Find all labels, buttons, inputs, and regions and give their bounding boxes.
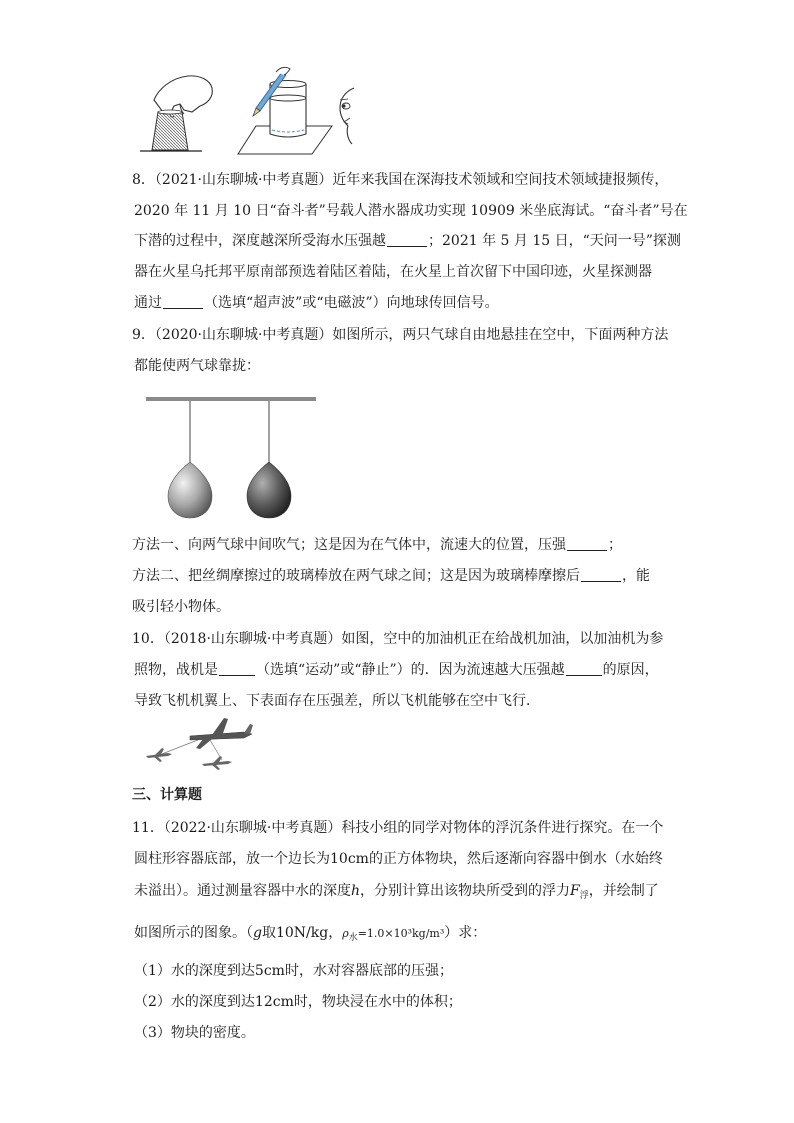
q11-side-length-value: 10cm: [330, 851, 369, 867]
q11-line-4-text-d: ）求：: [444, 925, 487, 941]
q11-part-1-text-b: 时，水对容器底部的压强；: [284, 963, 453, 979]
q11-line-1: 11．（2022·山东聊城·中考真题）科技小组的同学对物体的浮沉条件进行探究。在一个: [132, 820, 664, 836]
section-heading-calculation: 三、计算题: [132, 787, 202, 803]
q11-line-2-text-b: 的正方体物块，然后逐渐向容器中倒水（水始终: [368, 851, 663, 867]
q10-line-3: 导致飞机机翼上、下表面存在压强差，所以飞机能够在空中飞行．: [134, 693, 540, 709]
q8-line-5-text-b: （选填“超声波”或“电磁波”）向地球传回信号。: [204, 295, 499, 311]
q11-line-4-text-c: ，: [328, 925, 343, 941]
q8-line-2: 2020 年 11 月 10 日“奋斗者”号载人潜水器成功实现 10909 米坐底海试。“奋斗者”号在: [134, 203, 688, 219]
q10-line-2-text-b: （选填“运动”或“静止”）的．因为流速越大压强越: [256, 662, 565, 678]
q11-part-2: [134, 992, 674, 1012]
q11-part-3: （3）物块的密度。: [134, 1025, 255, 1041]
q8-line-5-text-a: 通过: [134, 295, 162, 311]
q11-line-2: [134, 849, 674, 869]
q11-part-1: [134, 961, 674, 981]
q8-line-3-text-a: 下潜的过程中，深度越深所受海水压强越: [134, 233, 386, 249]
q9-method-1-text-b: ；: [608, 537, 622, 553]
answer-blank: [567, 536, 607, 551]
q9-method-2-text-a: 方法二、把丝绸摩擦过的玻璃棒放在两气球之间；这是因为玻璃棒摩擦后: [132, 568, 580, 584]
hand-cup-figure: [140, 70, 220, 155]
q11-line-3-text-b: ，分别计算出该物块所受到的浮力: [360, 883, 571, 899]
q11-buoyancy-symbol: F: [570, 883, 580, 899]
answer-blank: [163, 294, 203, 309]
q11-buoyancy-subscript: 浮: [579, 891, 589, 901]
q11-rho-subscript: 水: [348, 933, 358, 943]
q11-line-3-text-c: ，并绘制了: [588, 883, 659, 899]
answer-blank: [581, 567, 621, 582]
refueling-aircraft-figure: [140, 716, 256, 774]
q11-part-1-text-a: （1）水的深度到达: [134, 963, 255, 979]
answer-blank: [566, 661, 602, 676]
q9-method-3: 吸引轻小物体。: [132, 599, 230, 615]
q11-line-2-text-a: 圆柱形容器底部，放一个边长为: [134, 851, 330, 867]
q9-line-1: 9．（2020·山东聊城·中考真题）如图所示，两只气球自由地悬挂在空中，下面两种方法: [132, 327, 669, 343]
q11-part-2-text-a: （2）水的深度到达: [134, 994, 255, 1010]
q8-line-4: 器在火星乌托邦平原南部预选着陆区着陆，在火星上首次留下中国印迹，火星探测器: [134, 264, 652, 280]
answer-blank: [387, 232, 427, 247]
q9-line-2: 都能使两气球靠拢：: [134, 358, 260, 374]
q11-line-4-text-b: 取: [261, 925, 276, 941]
q8-line-3: [134, 231, 681, 251]
q8-line-3-text-b: ；2021 年 5 月 15 日，“天问一号”探测: [428, 233, 681, 249]
q9-method-2: [132, 566, 672, 586]
q11-g-value: 10N/kg: [275, 925, 329, 941]
q10-line-1: 10．（2018·山东聊城·中考真题）如图，空中的加油机正在给战机加油，以加油机为参: [132, 631, 664, 647]
two-balloons-figure: [140, 390, 320, 525]
q10-line-2: [134, 660, 674, 680]
pencil-water-glass-figure: [236, 66, 372, 158]
q11-line-4: [134, 923, 674, 948]
q11-rho-symbol: ρ: [342, 927, 349, 940]
q9-method-2-text-b: ，能: [622, 568, 650, 584]
q8-line-5: [134, 293, 674, 313]
q11-part-2-text-b: 时，物块浸在水中的体积；: [293, 994, 462, 1010]
q11-line-3-text-a: 未溢出）。通过测量容器中水的深度: [134, 883, 351, 899]
q11-depth-symbol: h: [351, 883, 361, 899]
q10-line-2-text-a: 照物，战机是: [134, 662, 218, 678]
answer-blank: [219, 661, 255, 676]
q11-line-3: [134, 881, 674, 906]
q9-method-1-text-a: 方法一、向两气球中间吹气；这是因为在气体中，流速大的位置，压强: [132, 537, 566, 553]
q11-rho-value: =1.0×10³kg/m³: [357, 927, 445, 940]
q11-line-4-text-a: 如图所示的图象。（: [134, 925, 253, 941]
q11-g-symbol: g: [253, 925, 262, 941]
q9-method-1: [132, 535, 672, 555]
q11-part-1-value: 5cm: [254, 963, 285, 979]
q8-line-1: 8．（2021·山东聊城·中考真题）近年来我国在深海技术领域和空间技术领域捷报频传，: [132, 172, 669, 188]
q10-line-2-text-c: 的原因，: [602, 662, 659, 678]
q11-part-2-value: 12cm: [254, 994, 294, 1010]
